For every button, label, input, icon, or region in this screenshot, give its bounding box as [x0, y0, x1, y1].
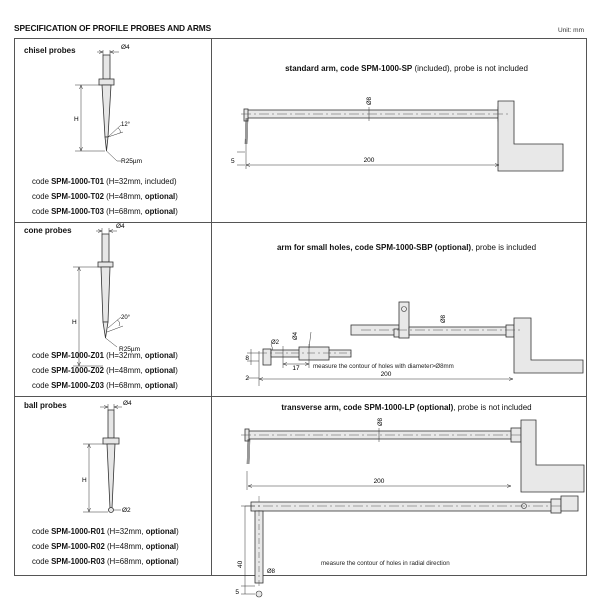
ball-probe-drawing: [15, 396, 211, 524]
cone-probe-drawing: [15, 222, 211, 357]
dim-radius: R25µm: [121, 158, 143, 165]
dim-probe-diameter: Ø8: [267, 569, 276, 575]
dim-rod-diameter: Ø8: [367, 96, 373, 105]
dim-length-17: 17: [292, 365, 300, 372]
chisel-probes-heading: chisel probes: [24, 46, 76, 55]
probe-shank: [103, 55, 110, 79]
dim-offset: 5: [231, 158, 235, 165]
cone-probes-heading: cone probes: [24, 226, 72, 235]
dim-d4: Ø4: [293, 331, 299, 340]
arm-vertical-block: [399, 302, 409, 338]
ball-probes-heading: ball probes: [24, 401, 67, 410]
probe-shank: [108, 410, 114, 438]
probe-ball: [109, 508, 114, 513]
probe-body: [107, 444, 115, 508]
dim-ball: Ø2: [122, 507, 131, 514]
dim-height: H: [82, 477, 87, 484]
dim-height: H: [72, 319, 77, 326]
dim-offset: 5: [235, 589, 239, 596]
code-line: code SPM-1000-R01 (H=32mm, optional): [32, 527, 179, 536]
probe-tip-block: [263, 349, 271, 365]
arm-joint: [506, 325, 514, 337]
dim-radius: R25µm: [119, 346, 141, 353]
code-line: code SPM-1000-Z01 (H=32mm, optional): [32, 351, 178, 360]
transverse-arm-note: measure the contour of holes in radial direction: [321, 560, 450, 567]
probe-collar: [103, 438, 119, 444]
probe-tip: [103, 322, 108, 338]
arm-mount-bottom: [561, 496, 578, 511]
dim-length: 200: [373, 478, 385, 485]
dim-height: H: [74, 116, 79, 123]
dim-diameter: Ø4: [123, 400, 132, 407]
dim-rod-diameter: Ø8: [378, 417, 384, 426]
dim-height-8: 8: [245, 355, 249, 362]
arm-rod-bottom: [251, 502, 561, 511]
code-line: code SPM-1000-R03 (H=68mm, optional): [32, 557, 179, 566]
code-line: code SPM-1000-T01 (H=32mm, included): [32, 177, 177, 186]
standard-arm-title: standard arm, code SPM-1000-SP (included), probe is not included: [285, 64, 528, 73]
probe-body: [101, 267, 110, 322]
probe-body: [102, 85, 111, 137]
probe-shank: [102, 234, 109, 262]
arm-mount: [514, 318, 583, 373]
probe-tip: [105, 137, 108, 151]
small-holes-note: measure the contour of holes with diameter>Ø8mm: [313, 363, 454, 370]
code-line: code SPM-1000-T03 (H=68mm, optional): [32, 207, 178, 216]
arm-mount: [498, 101, 563, 171]
transverse-arm-title: transverse arm, code SPM-1000-LP (optional), probe is not included: [281, 403, 532, 412]
standard-arm-drawing: [211, 39, 588, 222]
arm-rod: [409, 327, 514, 335]
dim-d8: Ø8: [441, 314, 447, 323]
probe-collar: [99, 79, 114, 85]
code-line: code SPM-1000-Z02 (H=48mm, optional): [32, 366, 178, 375]
spec-table: [14, 38, 587, 596]
probe-collar: [98, 262, 113, 267]
dim-diameter: Ø4: [116, 223, 125, 230]
code-line: code SPM-1000-R02 (H=48mm, optional): [32, 542, 179, 551]
probe-sleeve: [299, 347, 329, 360]
arm-mount-top: [521, 420, 584, 492]
transverse-arm-drawing: [211, 396, 588, 596]
small-holes-arm-title: arm for small holes, code SPM-1000-SBP (optional), probe is included: [276, 243, 537, 252]
dim-offset: 2: [245, 375, 249, 382]
dim-angle: 12°: [121, 122, 131, 128]
dim-height-40: 40: [237, 560, 244, 568]
page-title: SPECIFICATION OF PROFILE PROBES AND ARMS: [14, 23, 212, 33]
dim-length: 200: [380, 371, 392, 378]
dim-length: 200: [363, 157, 375, 164]
unit-label: Unit: mm: [558, 27, 584, 34]
dim-d2: Ø2: [271, 340, 280, 346]
dim-diameter: Ø4: [121, 44, 130, 51]
code-line: code SPM-1000-T02 (H=48mm, optional): [32, 192, 178, 201]
chisel-probe-drawing: [15, 39, 211, 179]
code-line: code SPM-1000-Z03 (H=68mm, optional): [32, 381, 178, 390]
dim-angle: 20°: [121, 315, 131, 321]
